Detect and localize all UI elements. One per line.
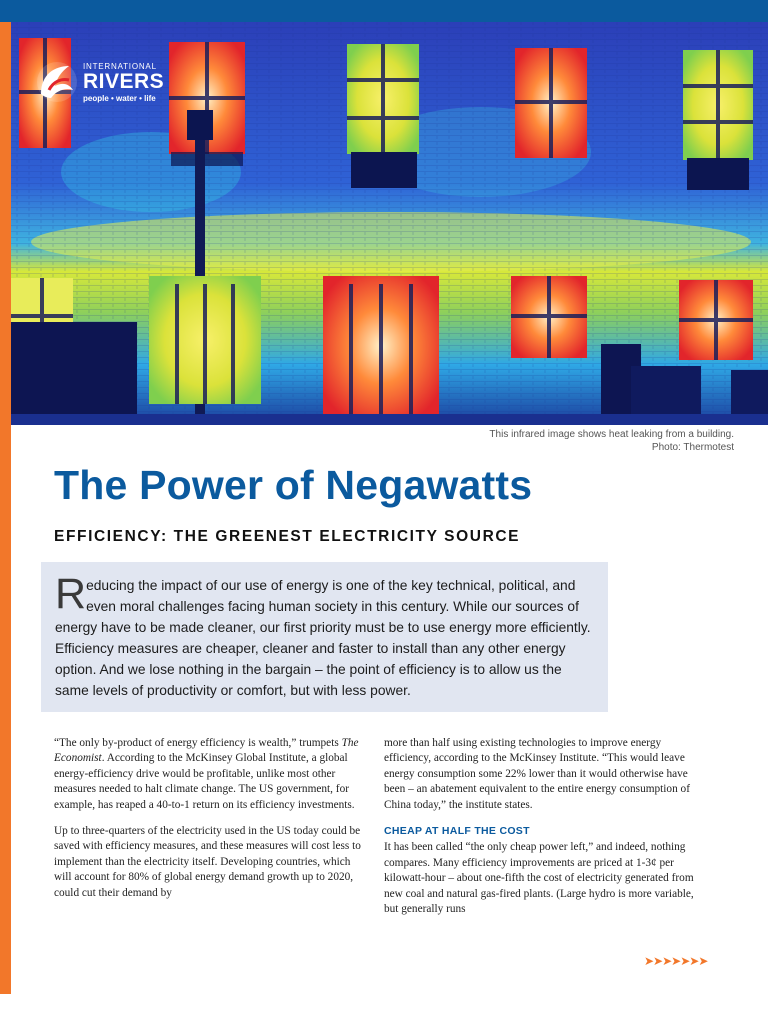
section-heading: CHEAP AT HALF THE COST bbox=[384, 825, 530, 838]
logo-name-text: RIVERS bbox=[83, 70, 165, 93]
intro-box bbox=[41, 562, 608, 712]
logo-international-text: INTERNATIONAL bbox=[83, 62, 157, 71]
intro-dropcap: R bbox=[55, 570, 87, 618]
economist-title: The Economist bbox=[54, 737, 359, 765]
body-paragraph-1-b: . According to the McKinsey Global Institute, a global energy-efficiency drive would be profitable, unlike most other measures needed to halt climate change. The US government, for example, has reaped a 40-to-1 return on its efficiency investments. bbox=[54, 752, 355, 811]
international-rivers-logo bbox=[31, 60, 165, 110]
left-accent-bar bbox=[0, 22, 11, 994]
body-column-left bbox=[54, 736, 370, 912]
body-column-right bbox=[384, 736, 702, 928]
body-paragraph-2: Up to three-quarters of the electricity used in the US today could be saved with efficiency measures, and these measures will cost less to implement than the electricity itself. Developing countries, which will account for 80% of global energy demand growth up to 2020, could cut their demand by bbox=[54, 825, 361, 899]
continue-arrows-icon: ➤➤➤➤➤➤➤ bbox=[644, 954, 708, 968]
body-paragraph-4: It has been called “the only cheap power left,” and indeed, nothing compares. Many efficiency improvements are priced at 1-3¢ per kilowatt-hour – about one-fifth the cost of electricity generated from new coal and natural gas-fired plants. (Large hydro is more variable, but generally runs bbox=[384, 841, 694, 916]
body-paragraph-3: more than half using existing technologies to improve energy efficiency, according to the McKinsey Institute. “This would leave energy consumption some 22% lower than it would otherwise have been – an abatement equivalent to the entire energy consumption of China today,” the institute states. bbox=[384, 737, 690, 811]
top-color-bar bbox=[0, 0, 768, 22]
intro-paragraph bbox=[55, 570, 595, 701]
body-paragraph-1 bbox=[54, 736, 370, 813]
body-paragraph-1-a: “The only by-product of energy efficiency is wealth,” trumpets bbox=[54, 737, 342, 749]
rivers-logo-icon bbox=[35, 60, 79, 104]
logo-tagline: people • water • life bbox=[83, 94, 156, 103]
article-title: The Power of Negawatts bbox=[54, 462, 533, 508]
infrared-building-photo bbox=[11, 22, 768, 425]
intro-body: educing the impact of our use of energy is one of the key technical, political, and even moral challenges facing human society in this century. While our sources of energy have to be made cleaner, our first priority must be to use energy more efficiently. Efficiency measures are cheaper, cleaner and faster to install than any other energy option. And we lose nothing in the bargain – the point of efficiency is to allow us the same levels of productivity or comfort, but with less power. bbox=[55, 578, 591, 698]
photo-caption: This infrared image shows heat leaking from a building. Photo: Thermotest bbox=[489, 429, 734, 453]
article-subtitle: EFFICIENCY: THE GREENEST ELECTRICITY SOURCE bbox=[54, 528, 521, 545]
